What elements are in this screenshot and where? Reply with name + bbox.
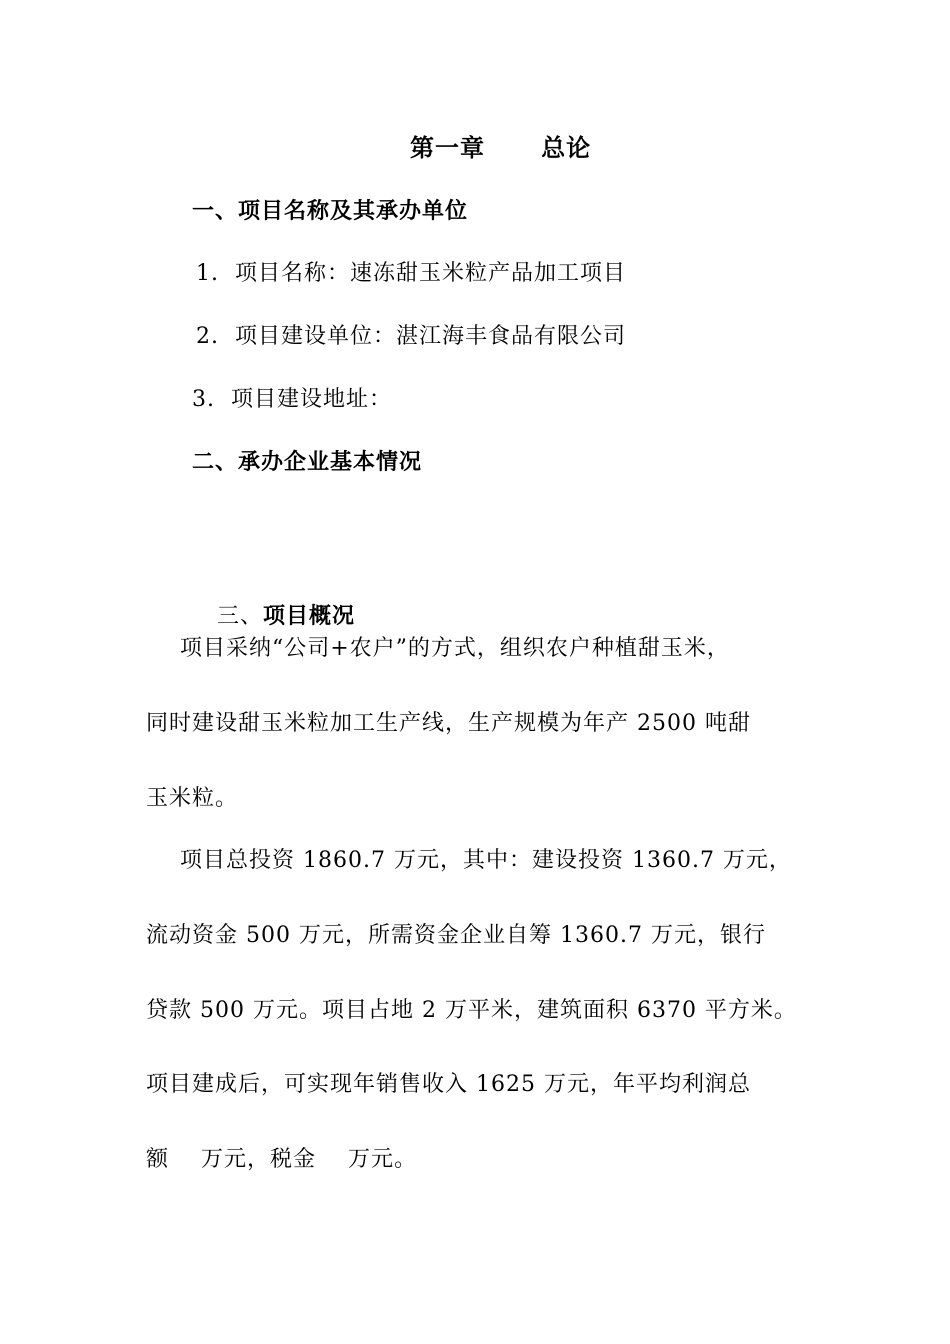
paragraph-line: 项目建成后，可实现年销售收入 1625 万元，年平均利润总 <box>146 1072 751 1097</box>
list-item-construction-address: 3. 项目建设地址： <box>192 387 392 412</box>
section-heading-1: 一、项目名称及其承办单位 <box>192 198 469 224</box>
list-item-project-name: 1. 项目名称：速冻甜玉米粒产品加工项目 <box>196 261 626 286</box>
paragraph-line: 流动资金 500 万元，所需资金企业自筹 1360.7 万元，银行 <box>146 923 766 948</box>
paragraph-line: 玉米粒。 <box>146 786 239 811</box>
section-heading-3-prefix: 三、 <box>216 604 263 629</box>
paragraph-line: 项目采纳“公司+农户”的方式，组织农户种植甜玉米， <box>180 636 730 661</box>
section-heading-3-text: 项目概况 <box>263 603 356 629</box>
paragraph-line: 项目总投资 1860.7 万元，其中：建设投资 1360.7 万元， <box>180 848 792 873</box>
paragraph-line: 同时建设甜玉米粒加工生产线，生产规模为年产 2500 吨甜 <box>146 711 751 736</box>
chapter-title: 第一章 总论 <box>410 133 592 162</box>
paragraph-line: 额 万元，税金 万元。 <box>146 1147 417 1172</box>
section-heading-2: 二、承办企业基本情况 <box>192 449 423 475</box>
paragraph-line: 贷款 500 万元。项目占地 2 万平米，建筑面积 6370 平方米。 <box>146 998 797 1023</box>
list-item-construction-unit: 2. 项目建设单位：湛江海丰食品有限公司 <box>196 324 626 349</box>
